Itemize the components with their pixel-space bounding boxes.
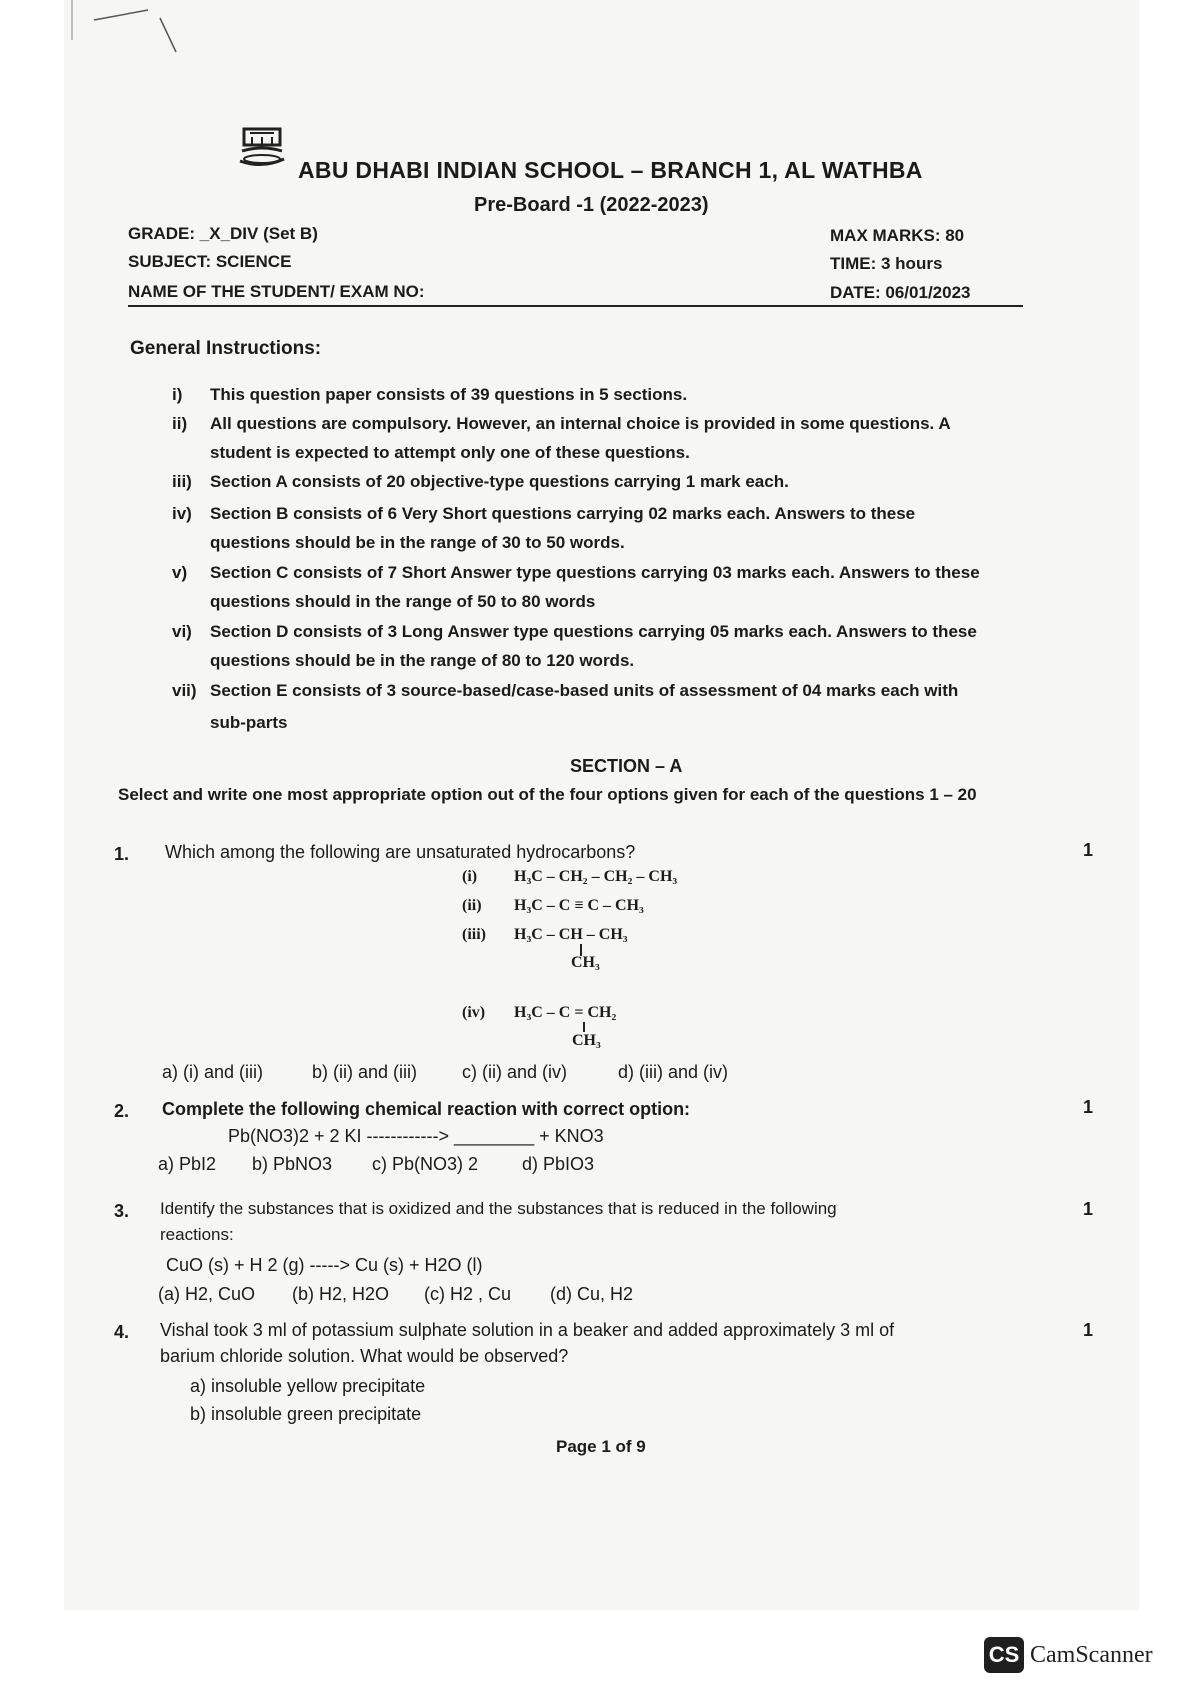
reaction: CuO (s) + H 2 (g) -----> Cu (s) + H2O (l) bbox=[166, 1255, 483, 1275]
question-text: Which among the following are unsaturated hydrocarbons? bbox=[165, 842, 636, 862]
formula: H₃C – C ≡ C – CH₃ bbox=[514, 897, 644, 914]
instruction-line: questions should in the range of 50 to 80 words bbox=[210, 592, 596, 611]
option-b: b) insoluble green precipitate bbox=[190, 1404, 422, 1424]
instructions-heading: General Instructions: bbox=[130, 338, 322, 359]
option-a: a) PbI2 bbox=[158, 1154, 217, 1174]
question-mark: 1 bbox=[1083, 1097, 1094, 1117]
formula: H₃C – CH₂ – CH₂ – CH₃ bbox=[514, 868, 678, 885]
question-number: 3. bbox=[114, 1201, 130, 1221]
school-name: ABU DHABI INDIAN SCHOOL – BRANCH 1, AL WATHBA bbox=[298, 157, 923, 183]
instruction-number: i) bbox=[172, 385, 183, 404]
instruction-line: questions should be in the range of 30 to 50 words. bbox=[210, 533, 625, 552]
formula-number: (i) bbox=[462, 868, 478, 885]
instruction-line: Section B consists of 6 Very Short questions carrying 02 marks each. Answers to these bbox=[210, 504, 916, 523]
question-text: barium chloride solution. What would be observed? bbox=[160, 1346, 569, 1366]
instruction-line: Section E consists of 3 source-based/case-based units of assessment of 04 marks each with bbox=[210, 681, 959, 700]
grade-label: GRADE: _X_DIV (Set B) bbox=[128, 224, 318, 243]
question-mark: 1 bbox=[1083, 840, 1094, 860]
question-text: reactions: bbox=[160, 1225, 234, 1244]
question-number: 2. bbox=[114, 1101, 130, 1121]
instruction-line: Section D consists of 3 Long Answer type questions carrying 05 marks each. Answers to these bbox=[210, 622, 977, 641]
formula: H₃C – C = CH₂ bbox=[514, 1004, 617, 1021]
formula-number: (ii) bbox=[462, 897, 482, 914]
instruction-number: iv) bbox=[172, 504, 192, 523]
formula-number: (iii) bbox=[462, 926, 486, 943]
camscanner-logo-icon: CS bbox=[984, 1637, 1024, 1673]
question-text: Vishal took 3 ml of potassium sulphate solution in a beaker and added approximately 3 ml of bbox=[160, 1320, 895, 1340]
section-a-title: SECTION – A bbox=[570, 756, 683, 776]
header-divider bbox=[128, 305, 1023, 307]
instruction-line: Section A consists of 20 objective-type questions carrying 1 mark each. bbox=[210, 472, 789, 491]
pen-scribble bbox=[60, 0, 200, 70]
date-label: DATE: 06/01/2023 bbox=[830, 283, 971, 302]
option-b: b) PbNO3 bbox=[252, 1154, 333, 1174]
max-marks: MAX MARKS: 80 bbox=[830, 226, 965, 245]
instruction-line: sub-parts bbox=[210, 713, 288, 732]
bond-line bbox=[583, 1022, 585, 1032]
question-number: 1. bbox=[114, 844, 130, 864]
option-c: c) Pb(NO3) 2 bbox=[372, 1154, 479, 1174]
question-text: Complete the following chemical reaction with correct option: bbox=[162, 1099, 691, 1119]
formula-number: (iv) bbox=[462, 1004, 486, 1021]
instruction-line: questions should be in the range of 80 to 120 words. bbox=[210, 651, 635, 670]
question-number: 4. bbox=[114, 1322, 130, 1342]
instruction-line: All questions are compulsory. However, an internal choice is provided in some questions. A bbox=[210, 414, 951, 433]
student-name-label: NAME OF THE STUDENT/ EXAM NO: bbox=[128, 282, 425, 301]
option-a: (a) H2, CuO bbox=[158, 1284, 256, 1304]
option-d: (d) Cu, H2 bbox=[550, 1284, 634, 1304]
instruction-number: vii) bbox=[172, 681, 197, 700]
option-d: d) (iii) and (iv) bbox=[618, 1062, 729, 1082]
question-mark: 1 bbox=[1083, 1199, 1094, 1219]
instruction-line: This question paper consists of 39 questions in 5 sections. bbox=[210, 385, 688, 404]
reaction: Pb(NO3)2 + 2 KI ------------> ________ + KNO3 bbox=[228, 1126, 604, 1146]
question-mark: 1 bbox=[1083, 1320, 1094, 1340]
section-a-instruction: Select and write one most appropriate option out of the four options given for each of the questions 1 – 20 bbox=[118, 785, 977, 804]
instruction-number: v) bbox=[172, 563, 188, 582]
time-label: TIME: 3 hours bbox=[830, 254, 943, 273]
option-b: b) (ii) and (iii) bbox=[312, 1062, 418, 1082]
formula: H₃C – CH – CH₃ bbox=[514, 926, 628, 943]
option-d: d) PbIO3 bbox=[522, 1154, 595, 1174]
school-logo-icon bbox=[238, 125, 288, 177]
instruction-line: Section C consists of 7 Short Answer type questions carrying 03 marks each. Answers to these bbox=[210, 563, 980, 582]
instruction-line: student is expected to attempt only one of these questions. bbox=[210, 443, 690, 462]
exam-title: Pre-Board -1 (2022-2023) bbox=[474, 194, 709, 216]
option-a: a) insoluble yellow precipitate bbox=[190, 1376, 426, 1396]
page-number: Page 1 of 9 bbox=[556, 1437, 646, 1456]
instruction-number: ii) bbox=[172, 414, 188, 433]
formula-branch: CH₃ bbox=[572, 1032, 601, 1049]
instruction-number: vi) bbox=[172, 622, 192, 641]
option-a: a) (i) and (iii) bbox=[162, 1062, 264, 1082]
instruction-number: iii) bbox=[172, 472, 192, 491]
option-c: (c) H2 , Cu bbox=[424, 1284, 512, 1304]
camscanner-text: CamScanner bbox=[1030, 1642, 1153, 1668]
formula-branch: CH₃ bbox=[571, 954, 600, 971]
subject-label: SUBJECT: SCIENCE bbox=[128, 252, 292, 271]
question-text: Identify the substances that is oxidized and the substances that is reduced in the following bbox=[160, 1199, 837, 1218]
option-c: c) (ii) and (iv) bbox=[462, 1062, 568, 1082]
option-b: (b) H2, H2O bbox=[292, 1284, 390, 1304]
